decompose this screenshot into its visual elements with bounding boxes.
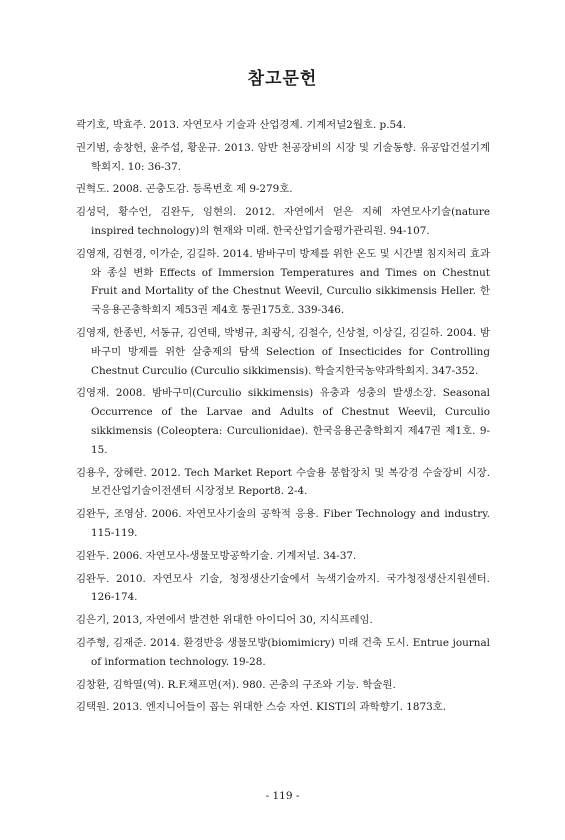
page-number: - 119 - <box>265 790 300 802</box>
page-title: 참고문헌 <box>247 69 318 89</box>
reference-entry: 김주형, 김재준. 2014. 환경반응 생물모방(biomimicry) 미래 건축 도시. Entrue journal of information technology. 19-28. <box>76 636 490 668</box>
reference-entry: 김은기, 2013, 자연에서 발견한 위대한 아이디어 30, 지식프레임. <box>76 614 373 627</box>
reference-entry: 김택원. 2013. 엔지니어들이 꼽는 위대한 스승 자연. KISTI의 과학향기. 1873호. <box>76 701 447 714</box>
reference-entry: 권혁도. 2008. 곤충도감. 등록번호 제 9-279호. <box>76 183 293 196</box>
reference-entry: 김영재, 한종빈, 서동규, 김연태, 박병규, 최광식, 김철수, 신상철, 이상길, 김길하. 2004. 밤바구미 방제를 위한 살충제의 탐색 Selection of Insecticides for Controlling Chestnut Curculio (Curculio sikkimensis). 학술지한국농약과학회지. 347-352. <box>76 326 490 377</box>
reference-entry: 김영재, 김현경, 이가순, 김길하. 2014. 밤바구미 방제를 위한 온도 및 시간별 침지처리 효과와 종실 변화 Effects of Immersion Temperatures and Times on Chestnut Fruit and Mortality of the Chestnut Weevil, Curculio sikkimensis Heller. 한국응용곤충학회지 제53권 제4호 통권175호. 339-346. <box>76 247 490 317</box>
reference-entry: 김완두. 2006. 자연모사-생물모방공학기술. 기계저널. 34-37. <box>76 549 357 562</box>
reference-entry: 권기범, 송창헌, 윤주섭, 황운규. 2013. 암반 천공장비의 시장 및 기술동향. 유공압건설기계학회지. 10: 36-37. <box>76 141 490 173</box>
reference-entry: 김용우, 장혜란. 2012. Tech Market Report 수술용 봉합장치 및 복강경 수술장비 시장. 보건산업기술이전센터 시장정보 Report8. 2-4. <box>76 466 490 498</box>
reference-entry: 김창환, 김학열(역). R.F.채프먼(저). 980. 곤충의 구조와 기능. 학술원. <box>76 678 396 691</box>
reference-entry: 곽기호, 박효주. 2013. 자연모사 기술과 산업경제. 기계저널2월호. p.54. <box>76 119 407 131</box>
reference-list <box>76 116 490 721</box>
reference-entry: 김완두, 조영삼. 2006. 자연모사기술의 공학적 응용. Fiber Technology and industry. 115-119. <box>76 508 490 539</box>
reference-entry: 김완두. 2010. 자연모사 기술, 청정생산기술에서 녹색기술까지. 국가청정생산지원센터. 126-174. <box>76 572 490 604</box>
reference-entry: 김영재. 2008. 밤바구미(Curculio sikkimensis) 유충과 성충의 발생소장. Seasonal Occurrence of the Larvae and Adults of Chestnut Weevil, Curculio sikkimensis (Coleoptera: Curculionidae). 한국응용곤충학회지 제47권 제1호. 9-15. <box>76 387 490 456</box>
reference-entry: 김성덕, 황수언, 김완두, 임현의. 2012. 자연에서 얻은 지혜 자연모사기술(nature inspired technology)의 현재와 미래. 한국산업기술평가관리원. 94-107. <box>76 206 490 237</box>
